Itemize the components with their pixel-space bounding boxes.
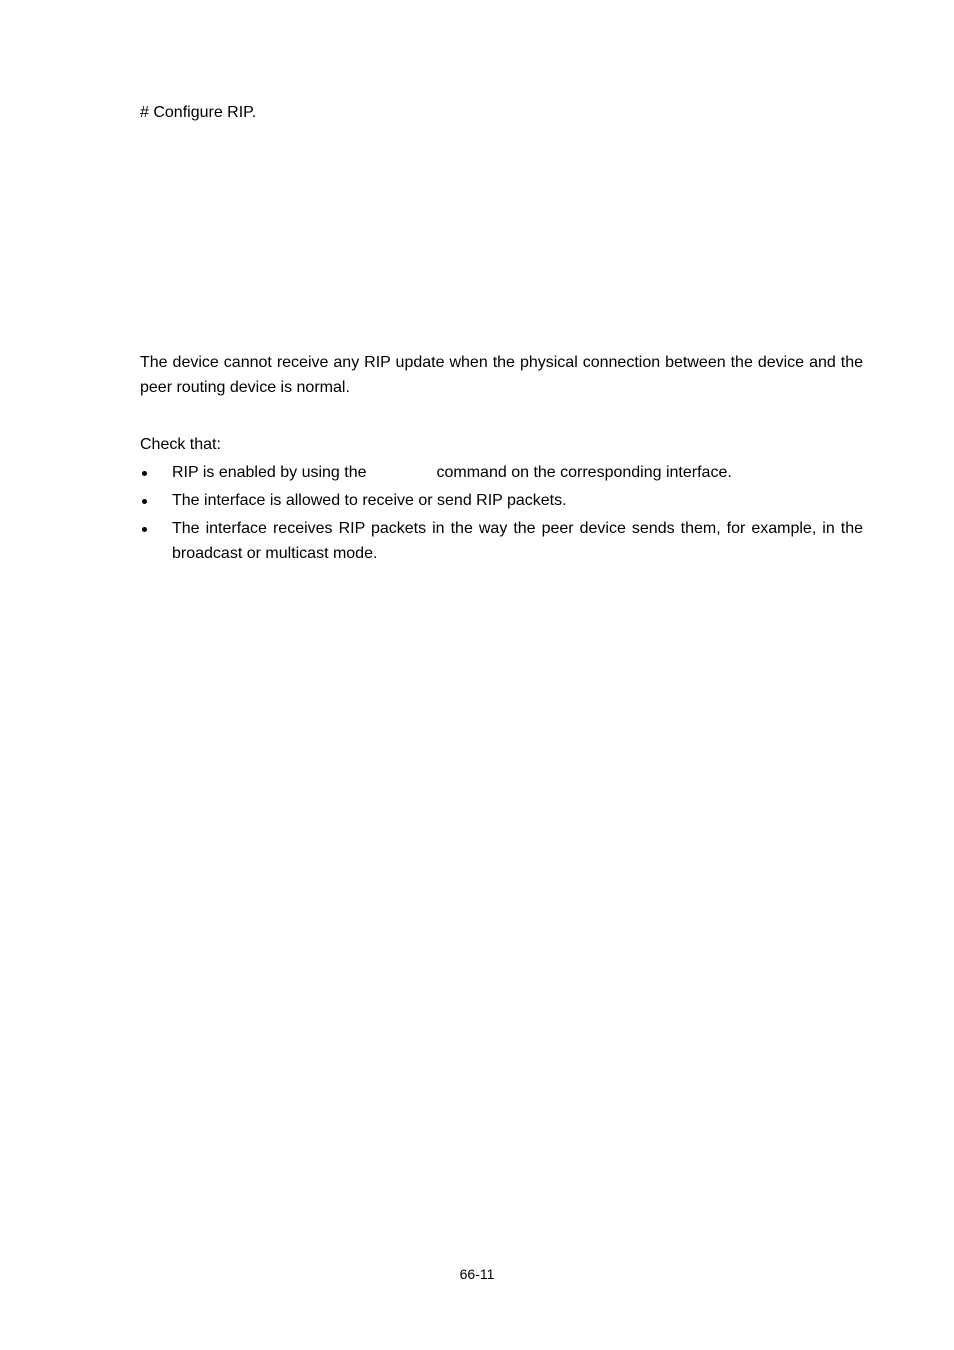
bullet-item-receive-mode: The interface receives RIP packets in the way the peer device sends them, for example, in the broadcast or multicast mode. [172,520,863,562]
bullet-item-interface-allowed: The interface is allowed to receive or send RIP packets. [172,492,567,509]
symptom-paragraph: The device cannot receive any RIP update when the physical connection between the device and the peer routing device is normal. [140,354,863,396]
bullet-dot-icon [142,527,147,532]
bullet-text-before: RIP is enabled by using the [172,464,367,481]
configure-rip-line: # Configure RIP. [140,104,257,121]
bullet-text-after: command on the corresponding interface. [436,464,732,481]
bullet-dot-icon [142,499,147,504]
page-number: 66-11 [459,1266,495,1282]
check-intro: Check that: [140,436,221,453]
bullet-item-rip-enabled [172,460,732,485]
bullet-dot-icon [142,471,147,476]
